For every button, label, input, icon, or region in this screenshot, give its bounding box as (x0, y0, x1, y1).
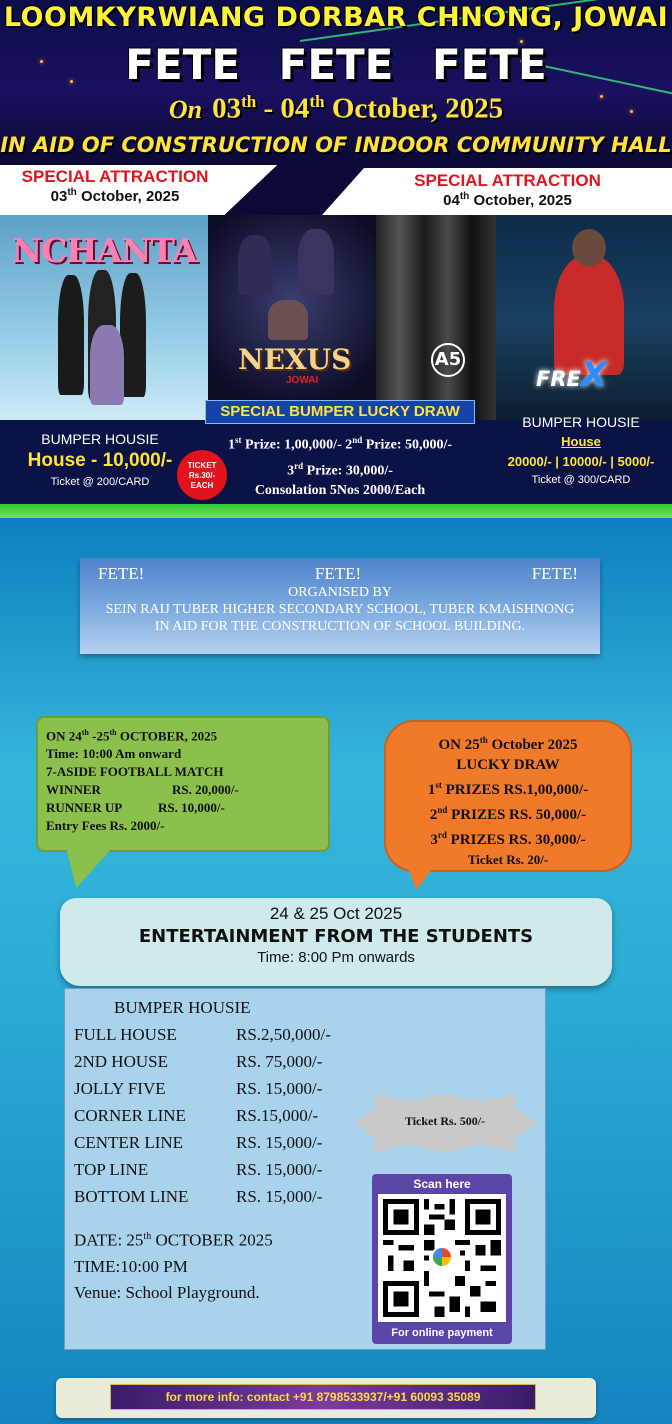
housie-row-label: CENTER LINE (74, 1133, 184, 1152)
nexus-location: JOWAI (286, 375, 319, 386)
winner-value: RS. 20,000/- (172, 782, 239, 798)
bumper-prizes (205, 430, 475, 501)
prize1-text: Prize: 1,00,000/- (241, 437, 342, 453)
qr-footer: For online payment (391, 1327, 493, 1339)
separator-bar (0, 504, 672, 518)
nexus-logo: NEXUS (238, 343, 352, 376)
date-day1: 03 (212, 92, 242, 125)
qr-heading: Scan here (413, 1177, 471, 1191)
housie-row-value: RS. 75,000/- (236, 1052, 323, 1071)
band-member (90, 325, 124, 405)
housie-row-label: 2ND HOUSE (74, 1052, 168, 1071)
fete-word: FETE! (531, 564, 578, 583)
event-dates (0, 92, 672, 126)
ld-p2-sup: nd (437, 805, 448, 815)
ent-time: Time: 8:00 Pm onwards (257, 949, 415, 966)
housie-label: House (561, 434, 601, 449)
housie-row-value: RS.15,000/- (236, 1106, 319, 1125)
fete-banner: FETE FETE FETE (125, 40, 547, 89)
housie-heading: BUMPER HOUSIE (114, 998, 251, 1017)
consolation-prize: Consolation 5Nos 2000/Each (254, 483, 426, 499)
date-prefix: On (168, 94, 203, 124)
attraction-date (10, 187, 220, 205)
runner-value: RS. 10,000/- (158, 800, 225, 816)
ent-title: ENTERTAINMENT FROM THE STUDENTS (138, 926, 534, 947)
right-special-attraction (395, 171, 620, 209)
nchanta-logo: NCHANTA (12, 231, 197, 270)
dj-head (572, 229, 606, 267)
nexus-band-photo (208, 215, 376, 430)
prize3-ord: 3 (287, 463, 295, 479)
school-name: SEIN RAIJ TUBER HIGHER SECONDARY SCHOOL, TUBER KMAISHNONG (105, 602, 575, 617)
ld-date (384, 730, 632, 755)
burst-line1: TICKET (187, 461, 217, 470)
ticket-price-burst (180, 453, 224, 497)
runner-row (46, 799, 239, 817)
housie-row (74, 1048, 331, 1075)
fb-date-c: OCTOBER, 2025 (116, 728, 218, 744)
housie-row (74, 1156, 331, 1183)
housie-title: BUMPER HOUSIE (41, 431, 159, 447)
lucky-draw-title: SPECIAL BUMPER LUCKY DRAW (205, 400, 475, 424)
housie-meta (74, 1224, 331, 1306)
prize-row-3 (205, 456, 475, 482)
aid-purpose: IN AID FOR THE CONSTRUCTION OF SCHOOL BUILDING. (154, 619, 526, 634)
burst-line3: EACH (190, 481, 214, 490)
ticket-star-text: Ticket Rs. 500/- (404, 1114, 486, 1128)
housie-row (74, 1129, 331, 1156)
housie-ticket: Ticket @ 300/CARD (531, 474, 631, 486)
fete-word: FETE! (314, 564, 362, 583)
football-date (46, 724, 239, 745)
ent-date: 24 & 25 Oct 2025 (269, 904, 403, 923)
date-sup2: th (309, 92, 325, 111)
housie-date (74, 1224, 331, 1254)
entry-fees: Entry Fees Rs. 2000/- (46, 818, 165, 834)
housie-prize: House - 10,000/- (27, 450, 173, 471)
ld-prize-1 (384, 775, 632, 800)
housie-row-label: TOP LINE (74, 1160, 149, 1179)
housie-title: BUMPER HOUSIE (522, 414, 640, 430)
ld-date-b: October 2025 (487, 737, 578, 753)
attraction-sup: th (459, 191, 470, 202)
housie-row-label: BOTTOM LINE (74, 1187, 189, 1206)
dj-frex-photo (496, 215, 672, 430)
fete-header-banner (80, 558, 600, 654)
housie-values: 20000/- | 10000/- | 5000/- (507, 454, 655, 469)
ld-prize-2 (384, 800, 632, 825)
ld-p2-text: PRIZES RS. 50,000/- (447, 807, 587, 823)
attraction-heading: SPECIAL ATTRACTION (414, 171, 601, 190)
housie-row (74, 1021, 331, 1048)
ld-p3-ord: 3 (430, 832, 438, 848)
entertainment-text (60, 904, 612, 966)
ld-ticket: Ticket Rs. 20/- (467, 852, 549, 867)
band-member (268, 300, 308, 340)
date-mid: - 04 (256, 92, 310, 125)
football-event: 7-ASIDE FOOTBALL MATCH (46, 764, 224, 780)
football-details (46, 724, 239, 835)
prize1-ord: 1 (227, 437, 235, 453)
prize1-sup: st (234, 435, 242, 445)
housie-date-b: OCTOBER 2025 (151, 1230, 273, 1250)
fb-date-a: ON 24 (46, 728, 82, 744)
attraction-day: 04 (443, 192, 460, 209)
housie-row-value: RS. 15,000/- (236, 1160, 323, 1179)
payment-app-icon (431, 1246, 453, 1268)
fb-date-b-sup: th (109, 728, 117, 737)
top-poster (0, 0, 672, 510)
date-end: October, 2025 (324, 92, 504, 125)
date-sup1: th (241, 92, 257, 111)
ld-p3-sup: rd (437, 830, 447, 840)
band-member (58, 275, 84, 395)
housie-row-value: RS. 15,000/- (236, 1079, 323, 1098)
prize3-sup: rd (294, 460, 304, 471)
attraction-date (395, 191, 620, 209)
bumper-housie-details (74, 994, 331, 1306)
football-time: Time: 10:00 Am onward (46, 746, 182, 762)
nchanta-band-photo (0, 215, 208, 430)
prize2-text: Prize: 50,000/- (362, 437, 453, 453)
a5-logo: A5 (431, 343, 465, 377)
housie-time: TIME:10:00 PM (74, 1256, 188, 1276)
organiser-title: LOOMKYRWIANG DORBAR CHNONG, JOWAI (3, 2, 669, 33)
attraction-heading: SPECIAL ATTRACTION (21, 167, 209, 186)
winner-label: WINNER (46, 782, 101, 798)
band-member (238, 235, 272, 295)
housie-row-value: RS. 15,000/- (236, 1133, 323, 1152)
attraction-rest: October, 2025 (76, 188, 180, 205)
organised-by: ORGANISED BY (288, 585, 392, 600)
attraction-day: 03 (50, 188, 68, 205)
football-bubble-tail (58, 846, 113, 888)
housie-date-a: DATE: 25 (74, 1230, 144, 1250)
housie-row-label: FULL HOUSE (74, 1025, 177, 1044)
frex-x: X (580, 355, 608, 395)
left-bumper-housie (0, 431, 200, 488)
contact-info[interactable]: for more info: contact +91 8798533937/+91 60093 35089 (110, 1384, 536, 1410)
runner-label: RUNNER UP (46, 800, 123, 816)
prize-row-1-2 (205, 430, 475, 456)
housie-venue: Venue: School Playground. (74, 1282, 260, 1302)
frex-logo (536, 355, 607, 395)
a5-band-photo (376, 215, 496, 430)
ld-prize-3 (384, 825, 632, 850)
fb-date-b: -25 (88, 728, 110, 744)
housie-date-sup: th (143, 1231, 152, 1242)
frex-prefix: FRE (536, 367, 581, 391)
ld-p2-ord: 2 (429, 807, 438, 823)
winner-row (46, 781, 239, 799)
housie-row-label: CORNER LINE (74, 1106, 186, 1125)
prize2-sup: nd (352, 435, 363, 445)
right-bumper-housie (490, 414, 672, 486)
ld-p1-sup: st (435, 780, 442, 790)
ld-date-a: ON 25 (438, 737, 480, 753)
housie-row (74, 1183, 331, 1210)
ld-p1-ord: 1 (427, 782, 436, 798)
housie-row-label: JOLLY FIVE (74, 1079, 166, 1098)
fete-words (80, 558, 600, 584)
housie-row-value: RS.2,50,000/- (236, 1025, 331, 1044)
housie-row (74, 1102, 331, 1129)
attraction-sup: th (67, 187, 77, 198)
fb-date-a-sup: th (81, 728, 89, 737)
housie-row (74, 1075, 331, 1102)
lucky-draw-details (384, 730, 632, 870)
housie-row-value: RS. 15,000/- (236, 1187, 323, 1206)
ld-p3-text: PRIZES RS. 30,000/- (446, 832, 586, 848)
burst-line2: Rs.30/- (188, 471, 216, 480)
ld-title: LUCKY DRAW (456, 757, 560, 773)
left-special-attraction (10, 167, 220, 205)
housie-ticket: Ticket @ 200/CARD (50, 476, 150, 488)
fete-word: FETE! (98, 564, 145, 583)
ld-date-sup: th (479, 735, 488, 745)
prize3-text: Prize: 30,000/- (303, 463, 393, 479)
aid-line: IN AID OF CONSTRUCTION OF INDOOR COMMUNITY HALL (0, 133, 672, 157)
prize2-ord: 2 (341, 437, 353, 453)
band-member (298, 229, 334, 295)
attraction-rest: October, 2025 (469, 192, 572, 209)
ld-p1-text: PRIZES RS.1,00,000/- (441, 782, 589, 798)
